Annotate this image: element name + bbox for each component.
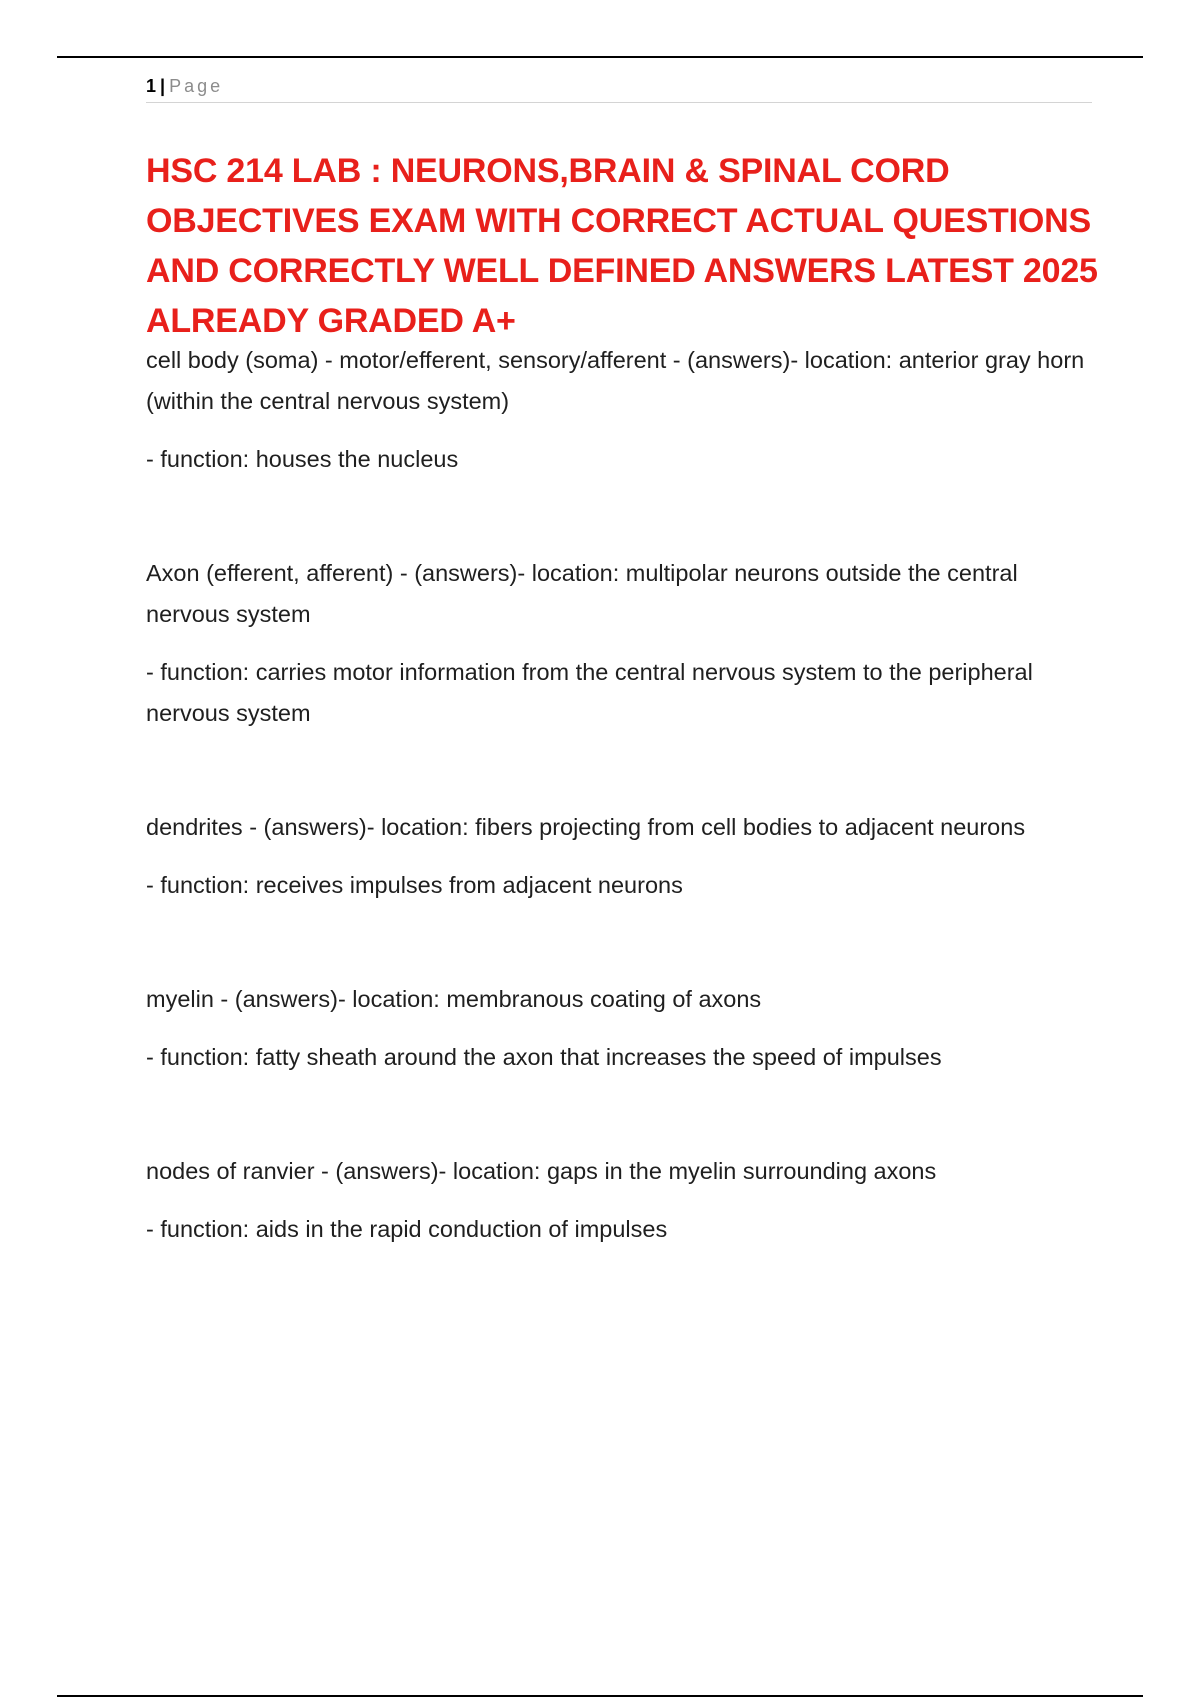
entry-function: - function: aids in the rapid conduction of impulses xyxy=(146,1216,668,1242)
qa-entry xyxy=(146,1151,1106,1250)
entry-question: dendrites - (answers)- location: fibers projecting from cell bodies to adjacent neurons xyxy=(146,814,1026,840)
page-number: 1 xyxy=(146,76,157,96)
document-title: HSC 214 LAB : NEURONS,BRAIN & SPINAL CORD OBJECTIVES EXAM WITH CORRECT ACTUAL QUESTIONS AND CORRECTLY WELL DEFINED ANSWERS LATEST 2025 ALREADY GRADED A+ xyxy=(146,152,1098,340)
entry-function: - function: fatty sheath around the axon that increases the speed of impulses xyxy=(146,1044,942,1070)
entry-question: cell body (soma) - motor/efferent, sensory/afferent - (answers)- location: anterior gray horn (within the central nervous system) xyxy=(146,347,1085,414)
page-header xyxy=(146,74,1092,103)
entry-function: - function: carries motor information from the central nervous system to the peripheral nervous system xyxy=(146,659,1033,726)
qa-entry xyxy=(146,979,1106,1078)
top-border-rule xyxy=(57,56,1143,58)
qa-entry xyxy=(146,807,1106,906)
page-label: Page xyxy=(169,76,224,96)
qa-entry xyxy=(146,340,1106,480)
qa-entry xyxy=(146,553,1106,734)
entry-question: Axon (efferent, afferent) - (answers)- location: multipolar neurons outside the central nervous system xyxy=(146,560,1018,627)
entry-question: myelin - (answers)- location: membranous coating of axons xyxy=(146,986,762,1012)
entry-function: - function: receives impulses from adjacent neurons xyxy=(146,872,683,898)
entry-question: nodes of ranvier - (answers)- location: gaps in the myelin surrounding axons xyxy=(146,1158,937,1184)
document-body xyxy=(146,340,1106,1323)
bottom-border-rule xyxy=(57,1695,1143,1697)
page-separator: | xyxy=(160,76,166,96)
entry-function: - function: houses the nucleus xyxy=(146,446,459,472)
